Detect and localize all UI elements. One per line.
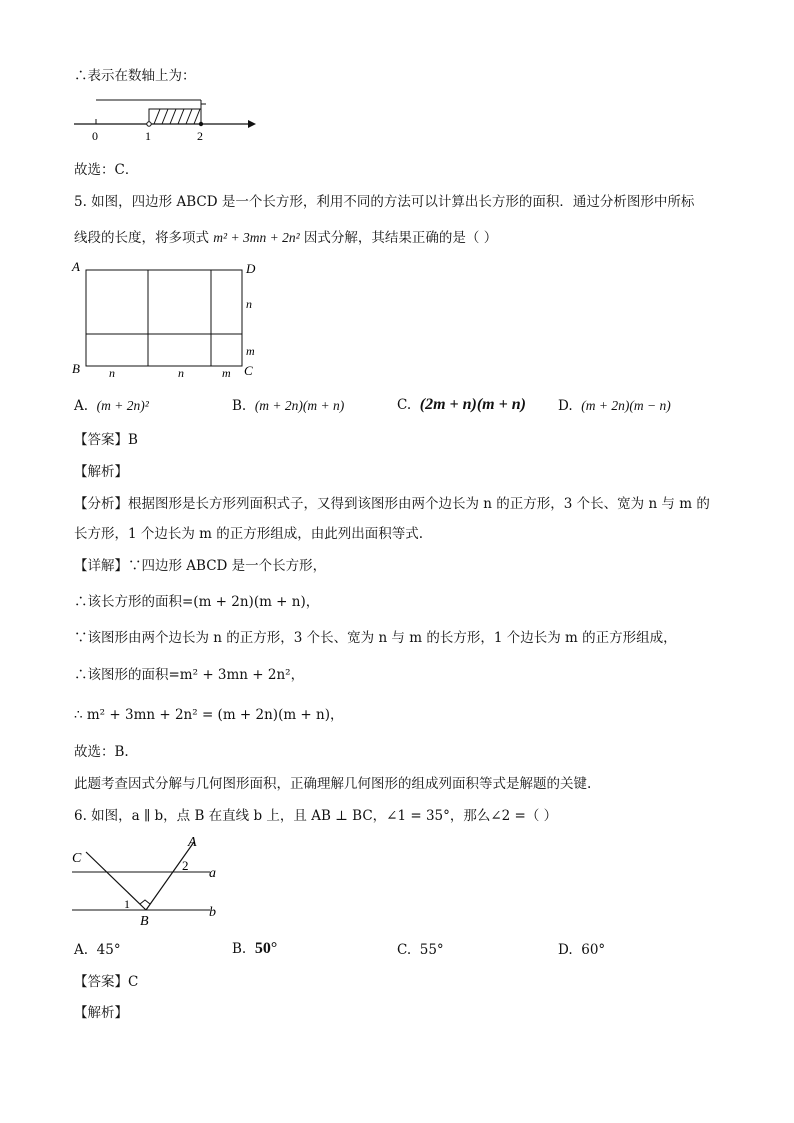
q6-angle-1: 1 xyxy=(124,897,130,911)
q6-label-B: B xyxy=(140,914,149,929)
label-bottom-n1: n xyxy=(109,366,115,380)
q5-rectangle-figure xyxy=(66,258,276,383)
q5-step1: ∴该长方形的面积=(m + 2n)(m + n)， xyxy=(74,594,320,610)
q6-label-C: C xyxy=(72,851,82,866)
numberline-label-1: 1 xyxy=(145,129,151,143)
q6-label-A: A xyxy=(188,835,197,850)
q6-angle-2: 2 xyxy=(182,858,189,873)
q5-polynomial: m² + 3mn + 2n² xyxy=(213,230,300,245)
label-bottom-n2: n xyxy=(178,366,184,380)
q5-option-c[interactable]: C. (2m + n)(m + n) xyxy=(397,396,526,413)
label-right-m: m xyxy=(246,344,255,358)
label-A: A xyxy=(72,259,80,274)
q5-step3: ∴该图形的面积=m² + 3mn + 2n²， xyxy=(74,667,305,683)
q5-option-b[interactable]: B. (m + 2n)(m + n) xyxy=(232,398,345,414)
q5-fenxi-line1: 【分析】根据图形是长方形列面积式子，又得到该图形由两个边长为 n 的正方形，3 个长、宽为 n 与 m 的 xyxy=(74,496,710,512)
q5-xiangjie: 【详解】∵四边形 ABCD 是一个长方形， xyxy=(74,558,327,574)
q5-stem-line1: 5. 如图，四边形 ABCD 是一个长方形，利用不同的方法可以计算出长方形的面积．通过分析图形中所标 xyxy=(74,194,695,210)
label-bottom-m: m xyxy=(222,366,231,380)
q5-summary: 此题考查因式分解与几何图形面积，正确理解几何图形的组成列面积等式是解题的关键. xyxy=(74,776,592,792)
q5-step4: ∴ m² + 3mn + 2n² = (m + 2n)(m + n)， xyxy=(74,707,344,723)
q5-choose: 故选：B. xyxy=(74,744,129,760)
numberline-label-0: 0 xyxy=(92,129,98,143)
q6-label-b: b xyxy=(209,905,216,920)
q5-answer: 【答案】B xyxy=(74,432,138,448)
number-line-figure xyxy=(66,96,266,146)
q6-stem: 6. 如图，a ∥ b，点 B 在直线 b 上，且 AB ⊥ BC，∠1 = 35°，那么∠2 =（ ） xyxy=(74,808,558,824)
q5-option-d[interactable]: D. (m + 2n)(m − n) xyxy=(558,398,671,414)
q6-option-a[interactable]: A. 45° xyxy=(74,942,121,958)
q5-analysis-tag: 【解析】 xyxy=(74,464,128,480)
label-C: C xyxy=(244,363,253,378)
q6-analysis-tag: 【解析】 xyxy=(74,1005,128,1021)
q6-label-a: a xyxy=(209,866,216,881)
q6-answer: 【答案】C xyxy=(74,974,139,990)
q5-stem-line2: 线段的长度，将多项式 m² + 3mn + 2n² 因式分解，其结果正确的是（ ） xyxy=(74,230,498,246)
q5-option-a[interactable]: A. (m + 2n)² xyxy=(74,398,149,414)
q5-step2: ∵该图形由两个边长为 n 的正方形，3 个长、宽为 n 与 m 的长方形，1 个边长为 m 的正方形组成， xyxy=(74,630,677,646)
label-right-n: n xyxy=(246,297,252,311)
q6-option-d[interactable]: D. 60° xyxy=(558,942,606,958)
q5-fenxi-line2: 长方形，1 个边长为 m 的正方形组成，由此列出面积等式. xyxy=(74,526,424,542)
q6-option-c[interactable]: C. 55° xyxy=(397,942,444,958)
q6-parallel-lines-figure xyxy=(66,832,236,932)
q4-answer: 故选：C． xyxy=(74,162,139,178)
q6-option-b[interactable]: B. 50° xyxy=(232,940,278,957)
label-D: D xyxy=(246,261,256,276)
q4-intro: ∴表示在数轴上为： xyxy=(74,68,196,84)
numberline-label-2: 2 xyxy=(197,129,203,143)
label-B: B xyxy=(72,361,80,376)
